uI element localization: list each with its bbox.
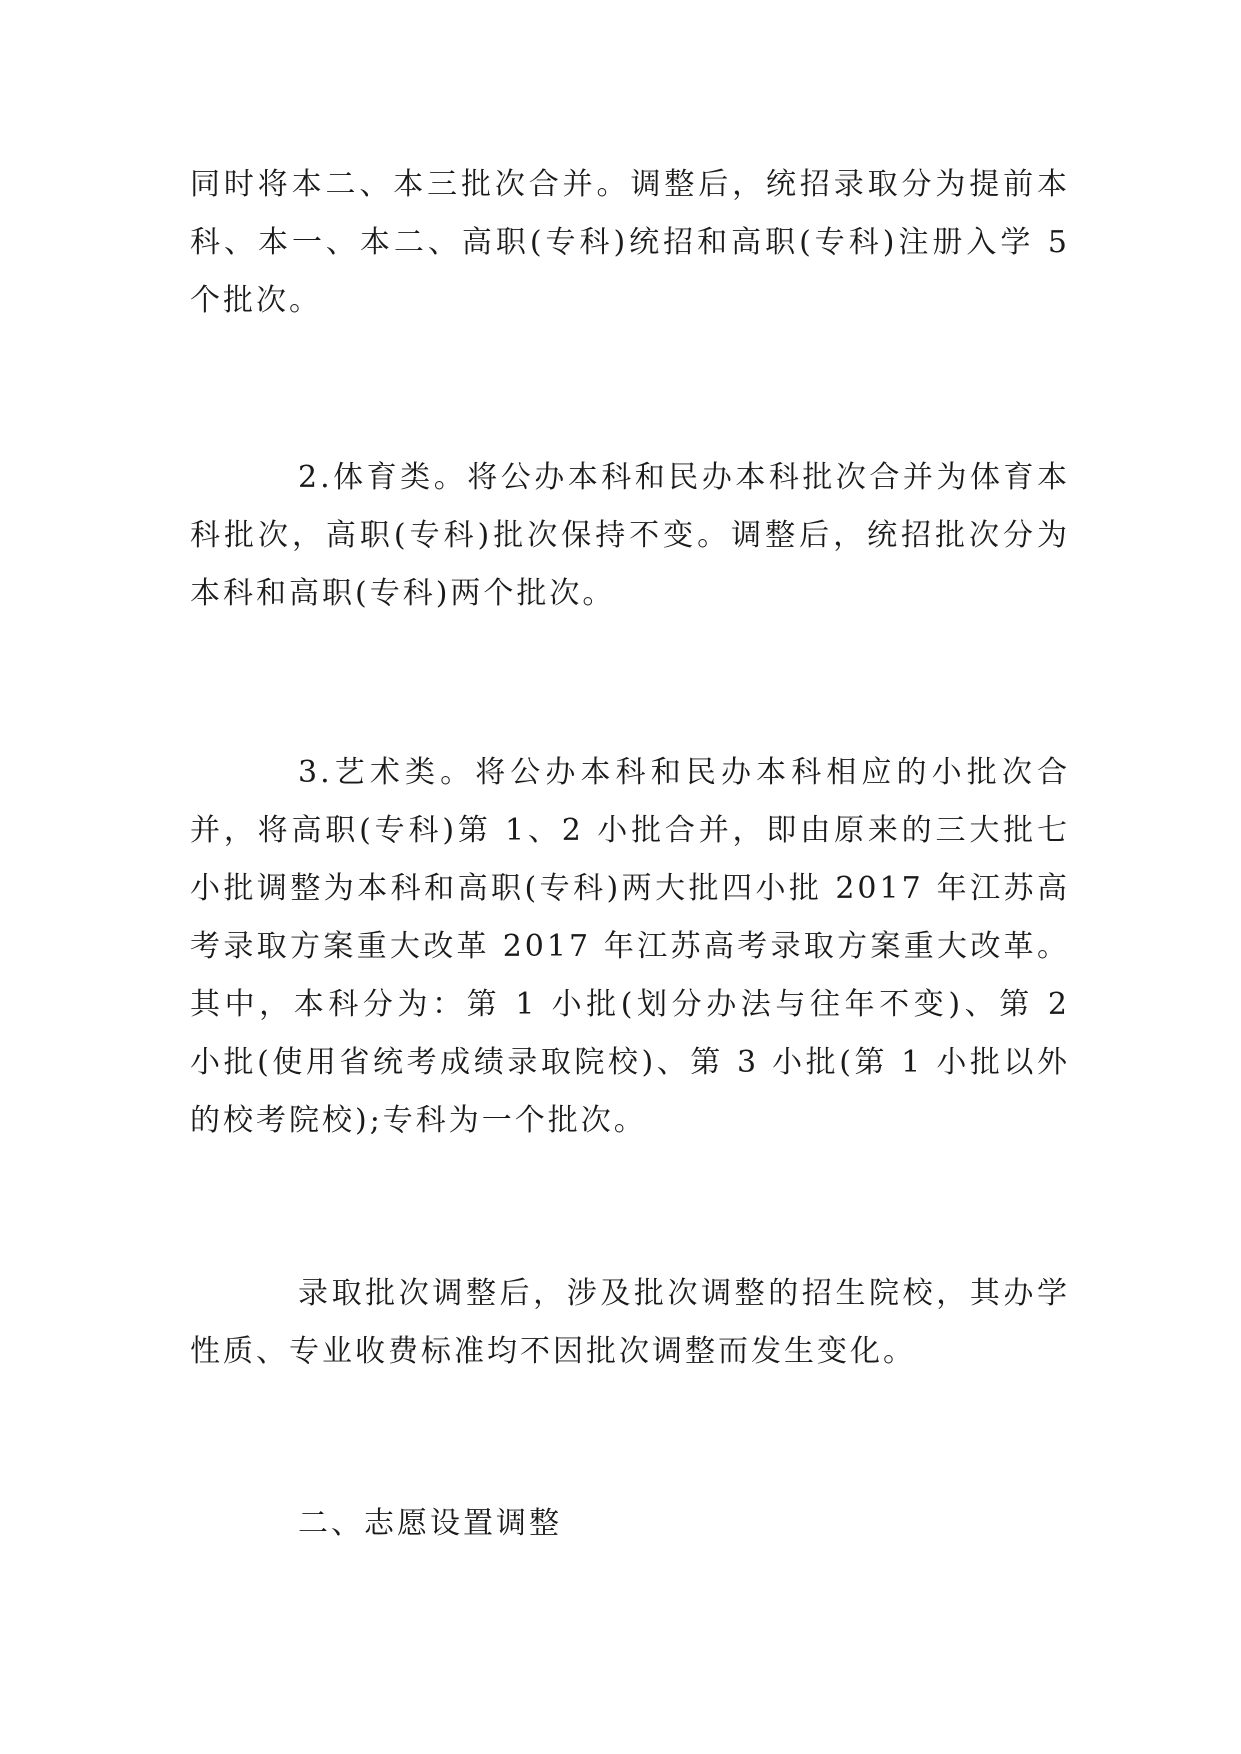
paragraph-admission-adjustment-note: 录取批次调整后，涉及批次调整的招生院校，其办学性质、专业收费标准均不因批次调整而发生变化。 (190, 1276, 1070, 1369)
paragraph-arts-category: 3.艺术类。将公办本科和民办本科相应的小批次合并，将高职(专科)第 1、2 小批合并，即由原来的三大批七小批调整为本科和高职(专科)两大批四小批 2017 年江苏高考录取方案重大改革 2017 年江苏高考录取方案重大改革。其中，本科分为：第 1 小批(划分办法与往年不变)、第 2 小批(使用省统考成绩录取院校)、第 3 小批(第 1 小批以外的校考院校);专科为一个批次。 (190, 755, 1070, 1138)
paragraph-batch-merge-continued: 同时将本二、本三批次合并。调整后，统招录取分为提前本科、本一、本二、高职(专科)统招和高职(专科)注册入学 5 个批次。 (190, 167, 1070, 318)
section-heading-volunteer-settings: 二、志愿设置调整 (298, 1506, 562, 1541)
paragraph-sports-category: 2.体育类。将公办本科和民办本科批次合并为体育本科批次，高职(专科)批次保持不变。调整后，统招批次分为本科和高职(专科)两个批次。 (190, 460, 1070, 611)
